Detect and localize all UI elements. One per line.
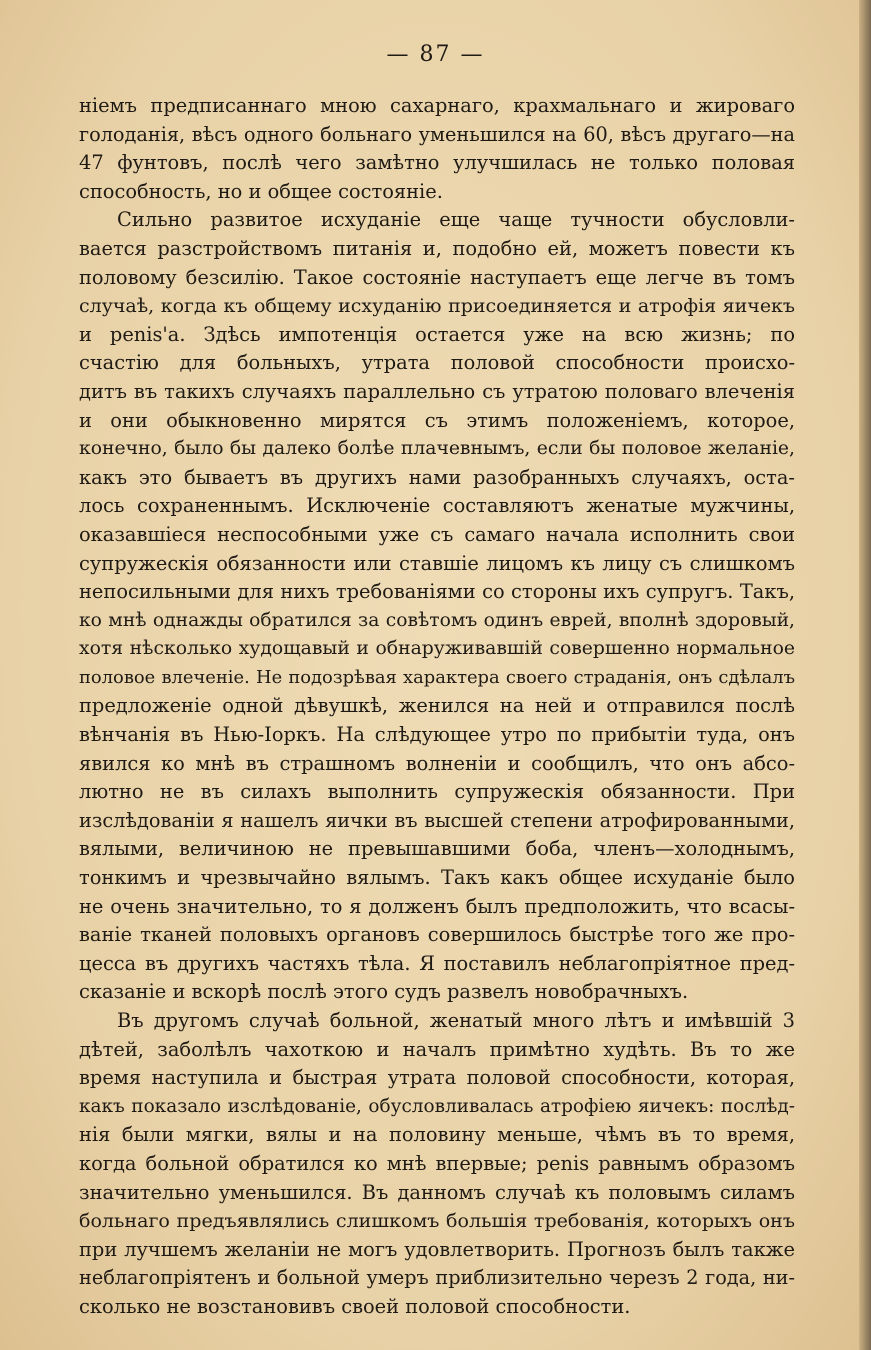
text-line: супружескiя обязанности или ставшiе лицомъ къ лицу съ слишкомъ	[79, 551, 795, 575]
text-line: неблагопрiятенъ и больной умеръ приблизительно черезъ 2 года, ни-	[79, 1266, 795, 1290]
text-line: сколько не возстановивъ своей половой способности.	[79, 1294, 631, 1318]
text-line: конечно, было бы далеко болѣе плачевнымъ, если бы половое желанiе,	[79, 438, 795, 460]
text-line: сказанiе и вскорѣ послѣ этого судъ развелъ новобрачныхъ.	[79, 980, 689, 1004]
text-line: значительно уменьшился. Въ данномъ случаѣ къ половымъ силамъ	[79, 1180, 795, 1204]
body-text	[79, 92, 795, 1322]
text-line: случаѣ, когда къ общему исхуданiю присоединяется и атрофiя яичекъ	[79, 295, 795, 318]
text-line: 47 фунтовъ, послѣ чего замѣтно улучшилась не только половая	[79, 151, 795, 175]
text-line: Сильно развитое исхуданiе еще чаще тучности обусловли-	[117, 208, 795, 232]
page-edge-shadow	[859, 0, 871, 1350]
text-line: какъ показало изслѣдованiе, обусловливалась атрофiею яичекъ: послѣд-	[79, 1095, 795, 1117]
text-line: когда больной обратился ко мнѣ впервые; penis равнымъ образомъ	[79, 1151, 795, 1175]
text-line: счастiю для больныхъ, утрата половой способности происхо-	[79, 351, 795, 375]
text-line: голоданiя, вѣсъ одного больнаго уменьшился на 60, вѣсъ другаго—на	[79, 122, 795, 146]
text-line: тонкимъ и чрезвычайно вялымъ. Такъ какъ общее исхуданiе было	[79, 866, 795, 890]
text-line: нiемъ предписаннаго мною сахарнаго, крахмальнаго и жироваго	[79, 94, 795, 117]
text-line: ванiе тканей половыхъ органовъ совершилось быстрѣе того же про-	[79, 923, 795, 947]
text-line: не очень значительно, то я долженъ былъ предположить, что всасы-	[79, 894, 795, 918]
text-line: при лучшемъ желанiи не могъ удовлетворить. Прогнозъ былъ также	[79, 1237, 795, 1261]
text-line: оказавшiеся неспособными уже съ самаго начала исполнить свои	[79, 522, 795, 546]
text-line: ко мнѣ однажды обратился за совѣтомъ одинъ еврей, вполнѣ здоровый,	[79, 609, 795, 631]
text-line: нiя были мягки, вялы и на половину меньше, чѣмъ въ то время,	[79, 1123, 795, 1147]
text-line: Въ другомъ случаѣ больной, женатый много лѣтъ и имѣвшiй 3	[117, 1009, 795, 1032]
page-number: — 87 —	[386, 42, 485, 67]
text-line: и penis'а. Здѣсь импотенцiя остается уже на всю жизнь; по	[79, 322, 795, 346]
text-line: время наступила и быстрая утрата половой способности, которая,	[79, 1066, 795, 1090]
text-line: дѣтей, заболѣлъ чахоткою и началъ примѣтно худѣть. Въ то же	[79, 1037, 795, 1061]
text-line: и они обыкновенно мирятся съ этимъ положенiемъ, которое,	[79, 408, 795, 432]
text-line: больнаго предъявлялись слишкомъ большiя требованiя, которыхъ онъ	[79, 1210, 795, 1233]
text-line: вѣнчанiя въ Нью-Iоркъ. На слѣдующее утро по прибытiи туда, онъ	[79, 723, 795, 747]
text-line: половое влеченiе. Не подозрѣвая характера своего страданiя, онъ сдѣлалъ	[79, 666, 795, 688]
text-line: цесса въ другихъ частяхъ тѣла. Я поставилъ неблагопрiятное пред-	[79, 951, 795, 975]
text-line: способность, но и общее состоянiе.	[79, 179, 443, 203]
text-line: изслѣдованiи я нашелъ яички въ высшей степени атрофированными,	[79, 808, 795, 832]
text-line: непосильными для нихъ требованiями со стороны ихъ супругъ. Такъ,	[79, 580, 795, 604]
text-line: лютно не въ силахъ выполнить супружескiя обязанности. При	[79, 780, 795, 804]
text-line: вялыми, величиною не превышавшими боба, членъ—холоднымъ,	[79, 837, 795, 861]
text-line: дитъ въ такихъ случаяхъ параллельно съ утратою половаго влеченiя	[79, 379, 795, 403]
text-line: какъ это бываетъ въ другихъ нами разобранныхъ случаяхъ, оста-	[79, 465, 795, 489]
text-line: лось сохраненнымъ. Исключенiе составляютъ женатые мужчины,	[79, 494, 795, 518]
text-line: хотя нѣсколько худощавый и обнаруживавшiй совершенно нормальное	[79, 638, 795, 660]
text-line: половому безсилiю. Такое состоянiе наступаетъ еще легче въ томъ	[79, 265, 795, 289]
text-line: явился ко мнѣ въ страшномъ волненiи и сообщилъ, что онъ абсо-	[79, 751, 795, 775]
text-line: вается разстройствомъ питанiя и, подобно ей, можетъ повести къ	[79, 236, 795, 260]
text-line: предложенiе одной дѣвушкѣ, женился на ней и отправился послѣ	[79, 694, 795, 718]
